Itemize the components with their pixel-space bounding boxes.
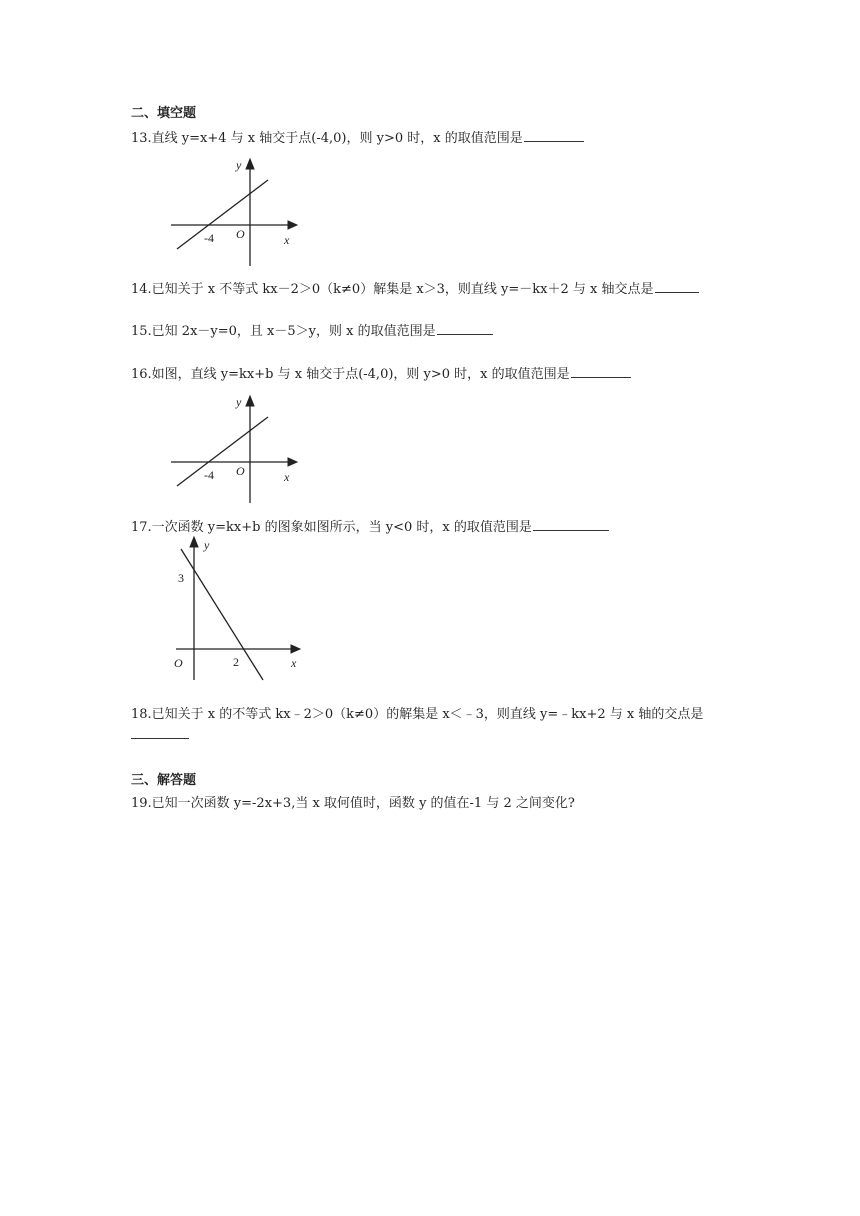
graph-line (181, 549, 263, 680)
figure-17-line-graph (166, 535, 306, 683)
x-axis-label: x (284, 233, 290, 247)
origin-label: O (236, 464, 245, 478)
x-axis-arrow-icon (288, 221, 297, 229)
section-heading-solutions: 三、解答题 (131, 773, 197, 788)
question-13 (131, 128, 584, 148)
question-13-text: 13.直线 y=x+4 与 x 轴交于点(-4,0)，则 y>0 时，x 的取值范围是 (131, 131, 523, 146)
question-18 (131, 706, 703, 724)
x-intercept-label: 2 (233, 655, 239, 669)
y-axis-label: y (204, 538, 210, 552)
x-axis-arrow-icon (291, 645, 300, 653)
question-16-text: 16.如图，直线 y=kx+b 与 x 轴交于点(-4,0)，则 y>0 时，x 的取值范围是 (131, 367, 570, 382)
answer-blank-15 (437, 321, 493, 335)
y-axis-arrow-icon (246, 396, 254, 406)
answer-blank-17 (533, 517, 609, 531)
y-intercept-label: 3 (178, 571, 184, 585)
y-axis-arrow-icon (246, 159, 254, 169)
x-tick-label: -4 (204, 231, 214, 245)
graph-line (177, 417, 268, 486)
figure-13-line-graph (166, 156, 301, 268)
question-15-text: 15.已知 2x－y=0，且 x－5＞y，则 x 的取值范围是 (131, 324, 436, 339)
question-16 (131, 364, 631, 384)
x-axis-label: x (284, 470, 290, 484)
x-axis-label: x (291, 656, 297, 670)
question-15 (131, 321, 493, 341)
question-18-text: 18.已知关于 x 的不等式 kx﹣2＞0（k≠0）的解集是 x＜﹣3，则直线 y=﹣kx+2 与 x 轴的交点是 (131, 707, 704, 722)
origin-label: O (174, 656, 183, 670)
y-axis-label: y (236, 395, 242, 409)
y-axis-arrow-icon (190, 537, 198, 547)
question-19-text: 19.已知一次函数 y=-2x+3,当 x 取何值时，函数 y 的值在-1 与 2 之间变化? (131, 796, 575, 811)
answer-blank-14 (655, 279, 699, 293)
graph-line (177, 180, 268, 249)
question-14 (131, 279, 699, 299)
figure-16-line-graph (166, 393, 301, 505)
question-18-answer-line (131, 725, 189, 745)
answer-blank-13 (524, 128, 584, 142)
section-heading-fill-blank: 二、填空题 (131, 106, 197, 121)
question-19 (131, 795, 575, 813)
answer-blank-16 (571, 364, 631, 378)
question-17 (131, 517, 609, 537)
x-tick-label: -4 (204, 468, 214, 482)
question-17-text: 17.一次函数 y=kx+b 的图象如图所示，当 y<0 时，x 的取值范围是 (131, 520, 532, 535)
answer-blank-18 (131, 725, 189, 739)
y-axis-label: y (236, 158, 242, 172)
origin-label: O (236, 227, 245, 241)
question-14-text: 14.已知关于 x 不等式 kx－2＞0（k≠0）解集是 x＞3，则直线 y=－kx＋2 与 x 轴交点是 (131, 282, 654, 297)
x-axis-arrow-icon (288, 458, 297, 466)
